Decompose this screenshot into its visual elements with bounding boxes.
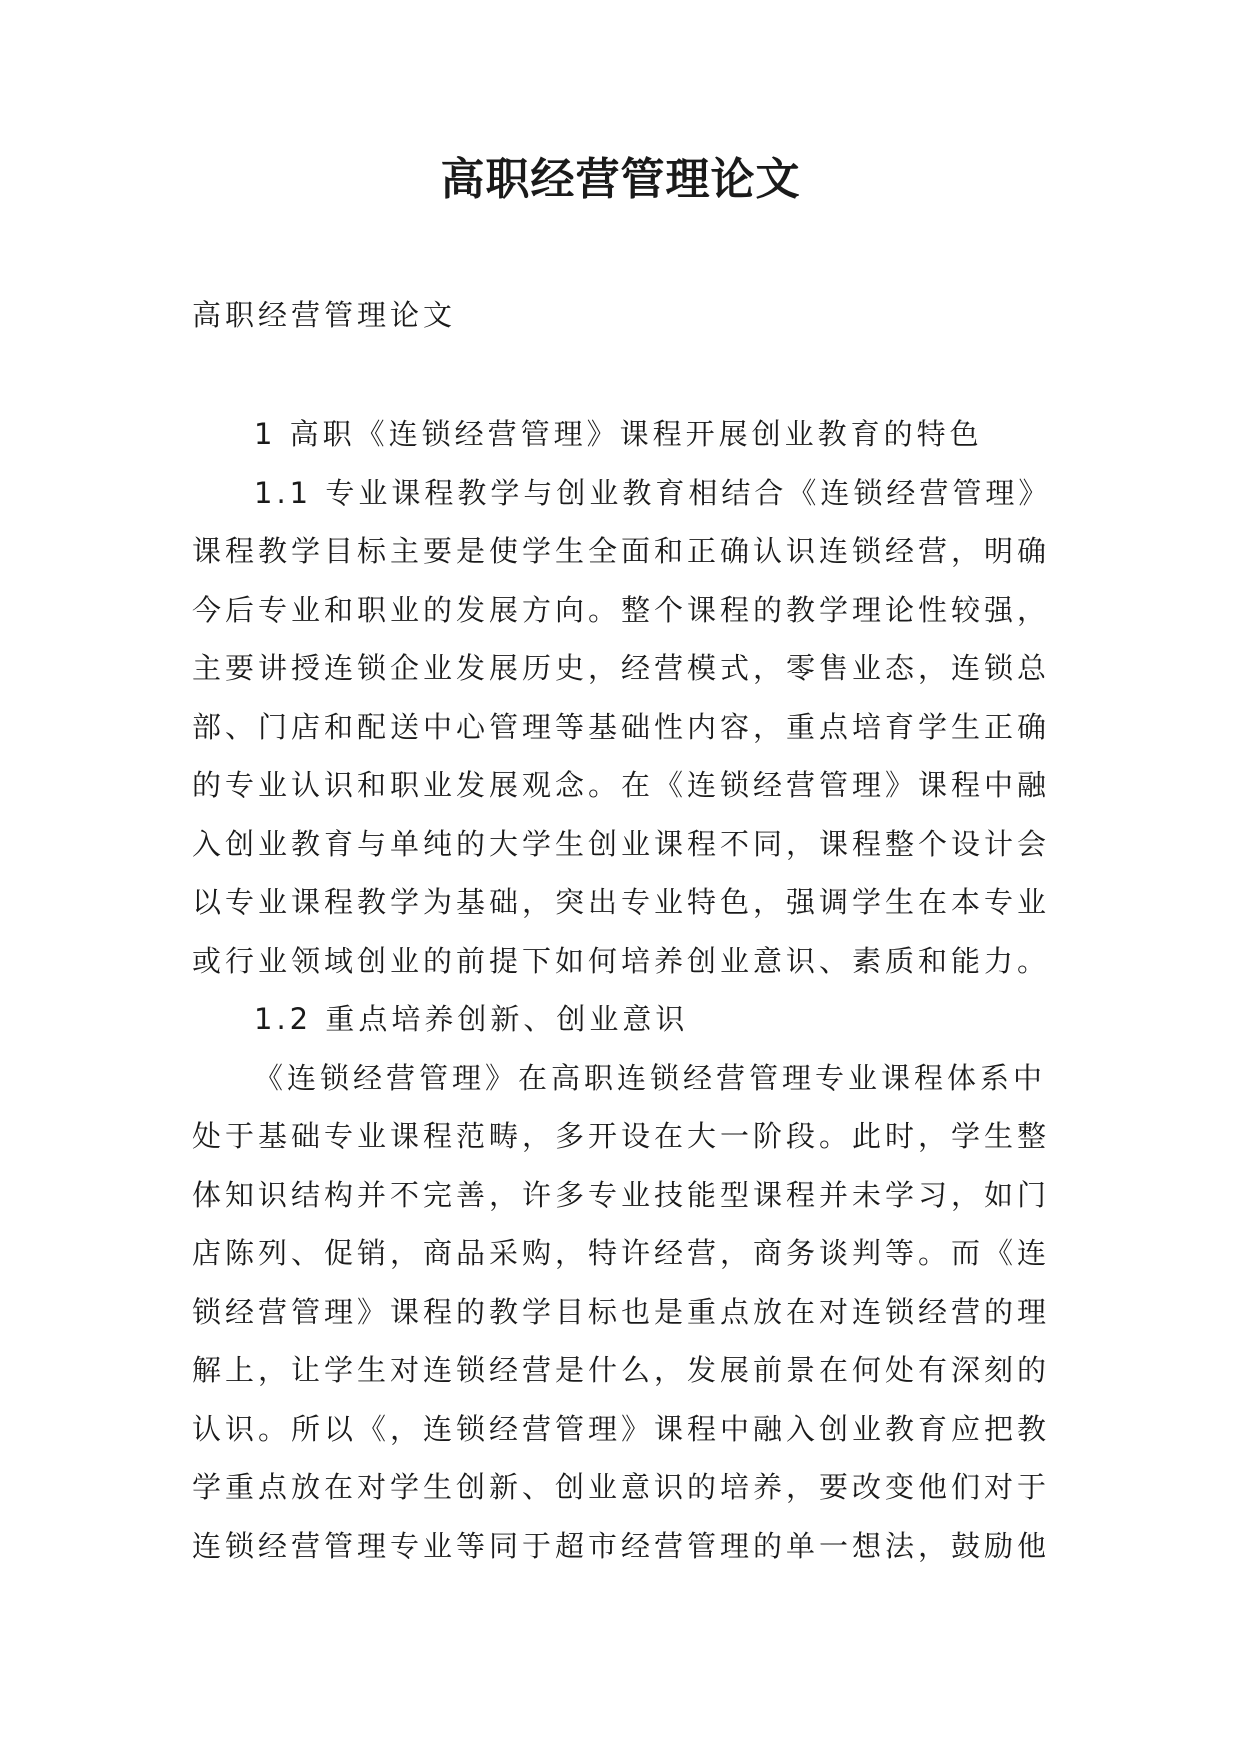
document-title: 高职经营管理论文 — [440, 154, 801, 205]
body-line: 体知识结构并不完善，许多专业技能型课程并未学习，如门 — [192, 1177, 1051, 1212]
body-line: 入创业教育与单纯的大学生创业课程不同，课程整个设计会 — [192, 826, 1051, 861]
body-line: 部、门店和配送中心管理等基础性内容，重点培育学生正确 — [192, 709, 1051, 744]
body-line: 课程教学目标主要是使学生全面和正确认识连锁经营，明确 — [192, 534, 1051, 568]
body-line: 的专业认识和职业发展观念。在《连锁经营管理》课程中融 — [192, 768, 1051, 802]
body-line: 今后专业和职业的发展方向。整个课程的教学理论性较强， — [192, 592, 1051, 627]
body-line: 《连锁经营管理》在高职连锁经营管理专业课程体系中 — [254, 1060, 1047, 1095]
body-line: 解上，让学生对连锁经营是什么，发展前景在何处有深刻的 — [192, 1353, 1051, 1387]
body-line: 1.1 专业课程教学与创业教育相结合《连锁经营管理》 — [254, 475, 1052, 510]
body-line: 1 高职《连锁经营管理》课程开展创业教育的特色 — [254, 417, 983, 451]
document-subtitle: 高职经营管理论文 — [192, 298, 457, 332]
body-line: 认识。所以《，连锁经营管理》课程中融入创业教育应把教 — [192, 1411, 1051, 1446]
body-line: 主要讲授连锁企业发展历史，经营模式，零售业态，连锁总 — [192, 651, 1051, 685]
body-line: 1.2 重点培养创新、创业意识 — [254, 1002, 689, 1036]
body-line: 或行业领域创业的前提下如何培养创业意识、素质和能力。 — [192, 943, 1051, 978]
body-line: 处于基础专业课程范畴，多开设在大一阶段。此时，学生整 — [192, 1119, 1051, 1153]
body-line: 锁经营管理》课程的教学目标也是重点放在对连锁经营的理 — [192, 1294, 1051, 1329]
body-line: 店陈列、促销，商品采购，特许经营，商务谈判等。而《连 — [192, 1236, 1051, 1270]
document-body — [192, 405, 1062, 1575]
body-line: 连锁经营管理专业等同于超市经营管理的单一想法，鼓励他 — [192, 1528, 1051, 1563]
body-line: 以专业课程教学为基础，突出专业特色，强调学生在本专业 — [192, 885, 1051, 919]
body-line: 学重点放在对学生创新、创业意识的培养，要改变他们对于 — [192, 1470, 1051, 1504]
